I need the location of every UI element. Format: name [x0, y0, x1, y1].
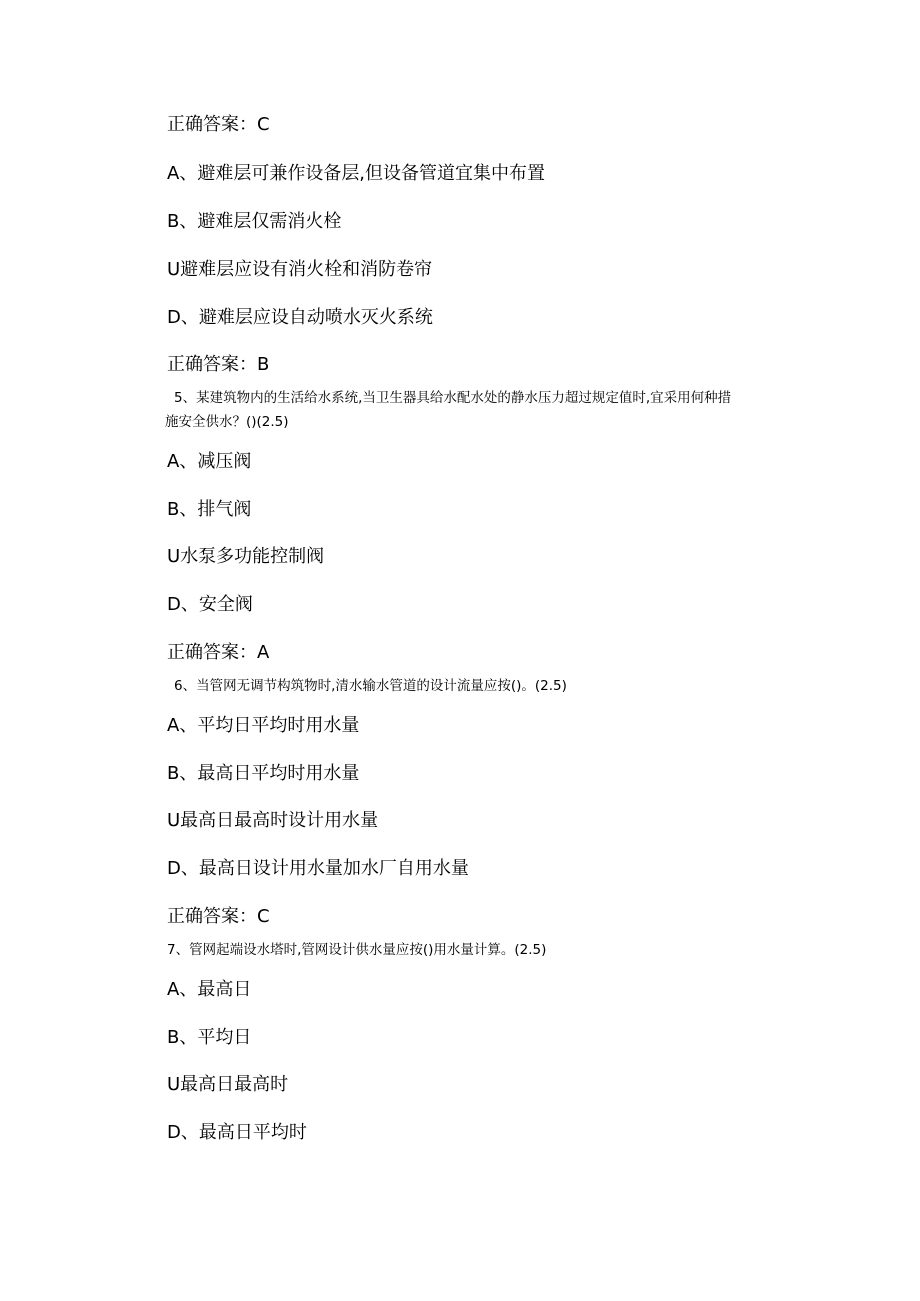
option-a: A、最高日 — [167, 979, 252, 1000]
option-a: A、平均日平均时用水量 — [167, 715, 360, 736]
question-5-line-1: 5、某建筑物内的生活给水系统,当卫生器具给水配水处的静水压力超过规定值时,宜采用何种措 — [174, 390, 732, 406]
option-b: B、平均日 — [167, 1027, 252, 1048]
question-5-line-2: 施安全供水？()(2.5) — [165, 414, 289, 430]
option-b: B、最高日平均时用水量 — [167, 763, 360, 784]
option-b: B、排气阀 — [167, 499, 252, 520]
option-a: A、减压阀 — [167, 451, 252, 472]
option-a: A、避难层可兼作设备层,但设备管道宜集中布置 — [167, 163, 546, 184]
option-c: U避难层应设有消火栓和消防卷帘 — [167, 259, 433, 280]
option-d: D、最高日平均时 — [167, 1122, 307, 1143]
option-c: U最高日最高时 — [167, 1074, 289, 1095]
question-6: 6、当管网无调节构筑物时,清水输水管道的设计流量应按()。(2.5) — [174, 678, 567, 694]
option-d: D、避难层应设自动喷水灭火系统 — [167, 307, 433, 328]
answer-line: 正确答案：B — [167, 354, 270, 375]
option-b: B、避难层仅需消火栓 — [167, 211, 342, 232]
question-7: 7、管网起端设水塔时,管网设计供水量应按()用水量计算。(2.5) — [167, 942, 547, 958]
option-c: U水泵多功能控制阀 — [167, 546, 325, 567]
option-c: U最高日最高时设计用水量 — [167, 810, 379, 831]
option-d: D、最高日设计用水量加水厂自用水量 — [167, 858, 469, 879]
answer-line: 正确答案：A — [167, 642, 270, 663]
answer-line: 正确答案：C — [167, 906, 270, 927]
option-d: D、安全阀 — [167, 594, 253, 615]
answer-line: 正确答案：C — [167, 114, 270, 135]
